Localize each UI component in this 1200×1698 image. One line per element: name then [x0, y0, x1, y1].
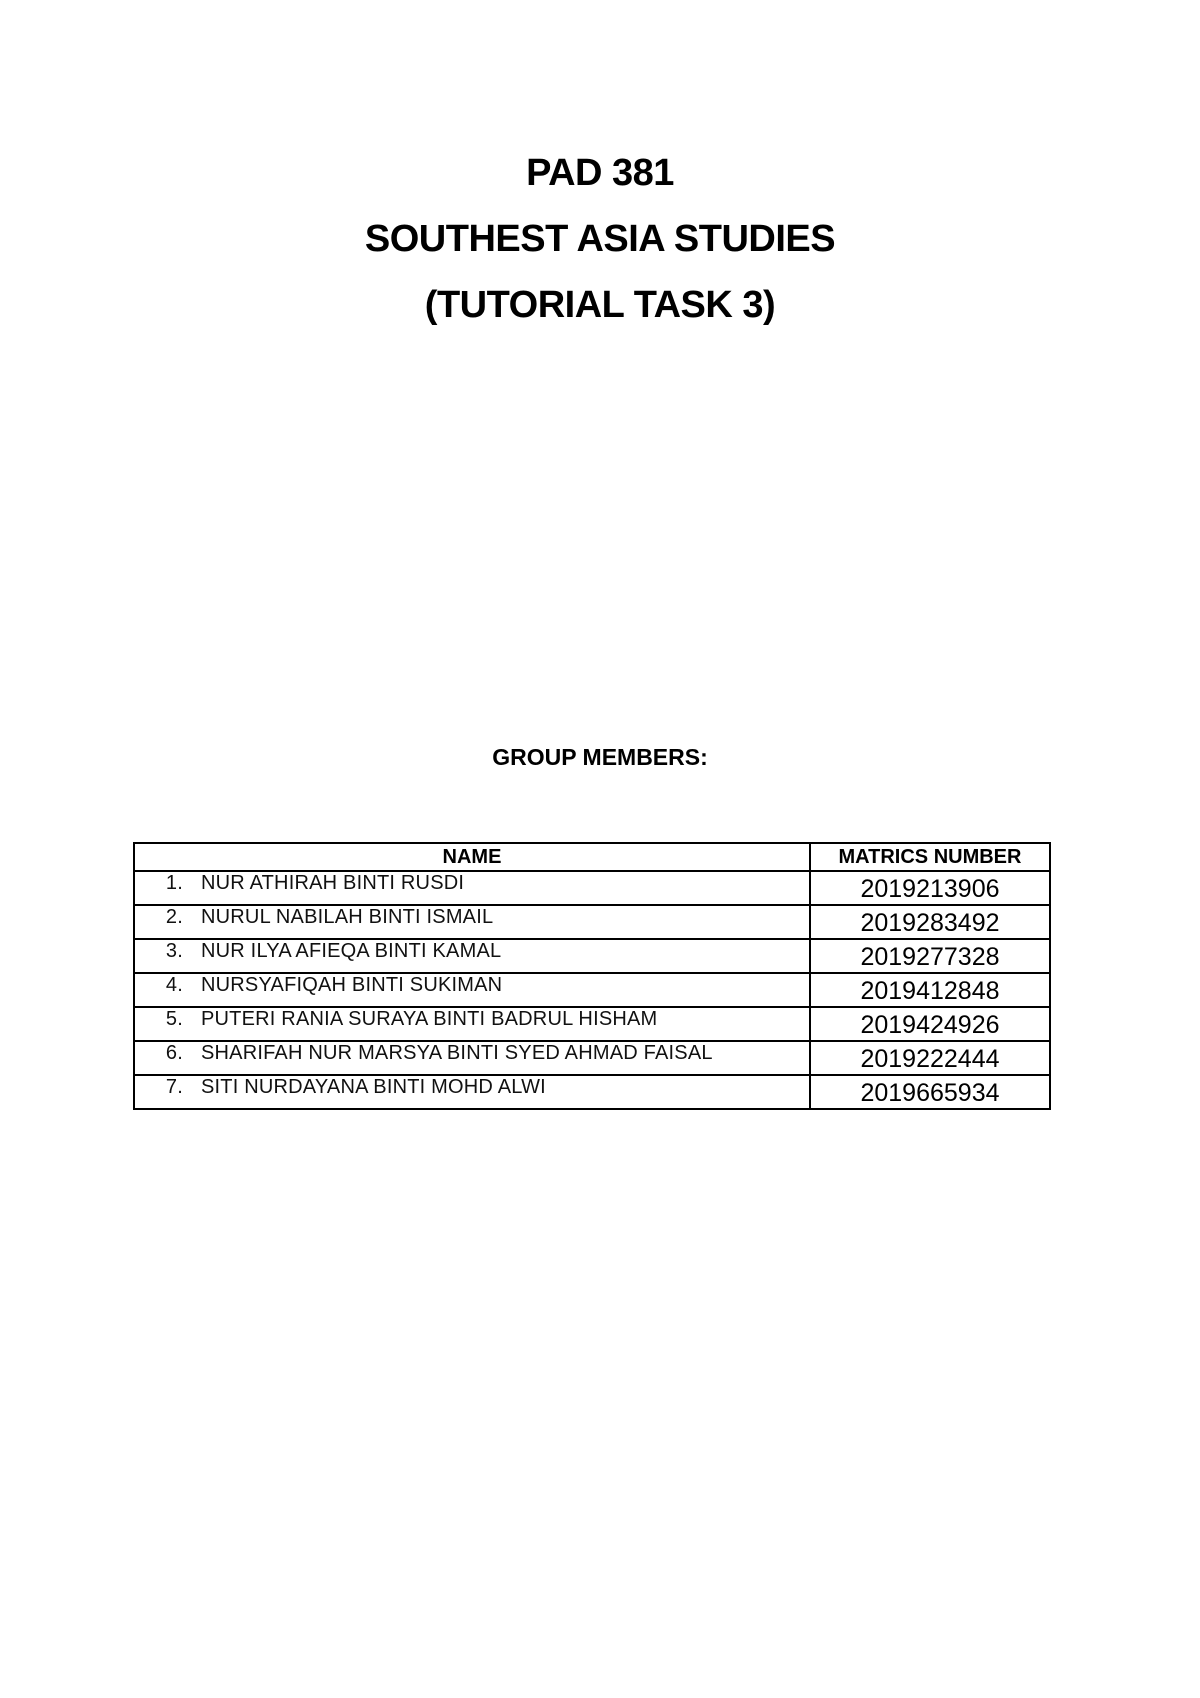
row-number: 4.: [165, 974, 183, 996]
table-row: [134, 871, 1050, 905]
member-name: SHARIFAH NUR MARSYA BINTI SYED AHMAD FAISAL: [201, 1042, 713, 1064]
course-title: SOUTHEST ASIA STUDIES: [364, 218, 836, 260]
member-name-cell: [134, 871, 810, 905]
table-row: [134, 1041, 1050, 1075]
table-row: [134, 939, 1050, 973]
group-members-table: [133, 842, 1051, 1110]
matric-column-header: MATRICS NUMBER: [810, 843, 1050, 871]
matric-number: 2019412848: [810, 973, 1050, 1007]
member-name-cell: [134, 1007, 810, 1041]
row-number: 7.: [165, 1076, 183, 1098]
row-number: 1.: [165, 872, 183, 894]
row-number: 3.: [165, 940, 183, 962]
member-name-cell: [134, 1075, 810, 1109]
member-name: SITI NURDAYANA BINTI MOHD ALWI: [201, 1076, 546, 1098]
member-name-cell: [134, 939, 810, 973]
member-name-cell: [134, 1041, 810, 1075]
course-code: PAD 381: [526, 152, 674, 194]
table-row: [134, 905, 1050, 939]
member-name: NUR ATHIRAH BINTI RUSDI: [201, 872, 465, 894]
matric-number: 2019222444: [810, 1041, 1050, 1075]
matric-number: 2019213906: [810, 871, 1050, 905]
group-members-heading: GROUP MEMBERS:: [492, 744, 708, 770]
title-block: [0, 140, 1200, 338]
member-name: NUR ILYA AFIEQA BINTI KAMAL: [201, 940, 502, 962]
row-number: 2.: [165, 906, 183, 928]
matric-number: 2019665934: [810, 1075, 1050, 1109]
table-header-row: [134, 843, 1050, 871]
matric-number: 2019424926: [810, 1007, 1050, 1041]
member-name: NURSYAFIQAH BINTI SUKIMAN: [201, 974, 503, 996]
table-row: [134, 1007, 1050, 1041]
row-number: 5.: [165, 1008, 183, 1030]
task-title: (TUTORIAL TASK 3): [424, 284, 776, 326]
member-name-cell: [134, 905, 810, 939]
member-name-cell: [134, 973, 810, 1007]
matric-number: 2019277328: [810, 939, 1050, 973]
name-column-header: NAME: [134, 843, 810, 871]
table-row: [134, 1075, 1050, 1109]
member-name: PUTERI RANIA SURAYA BINTI BADRUL HISHAM: [201, 1008, 658, 1030]
member-name: NURUL NABILAH BINTI ISMAIL: [201, 906, 494, 928]
row-number: 6.: [165, 1042, 183, 1064]
matric-number: 2019283492: [810, 905, 1050, 939]
table-row: [134, 973, 1050, 1007]
